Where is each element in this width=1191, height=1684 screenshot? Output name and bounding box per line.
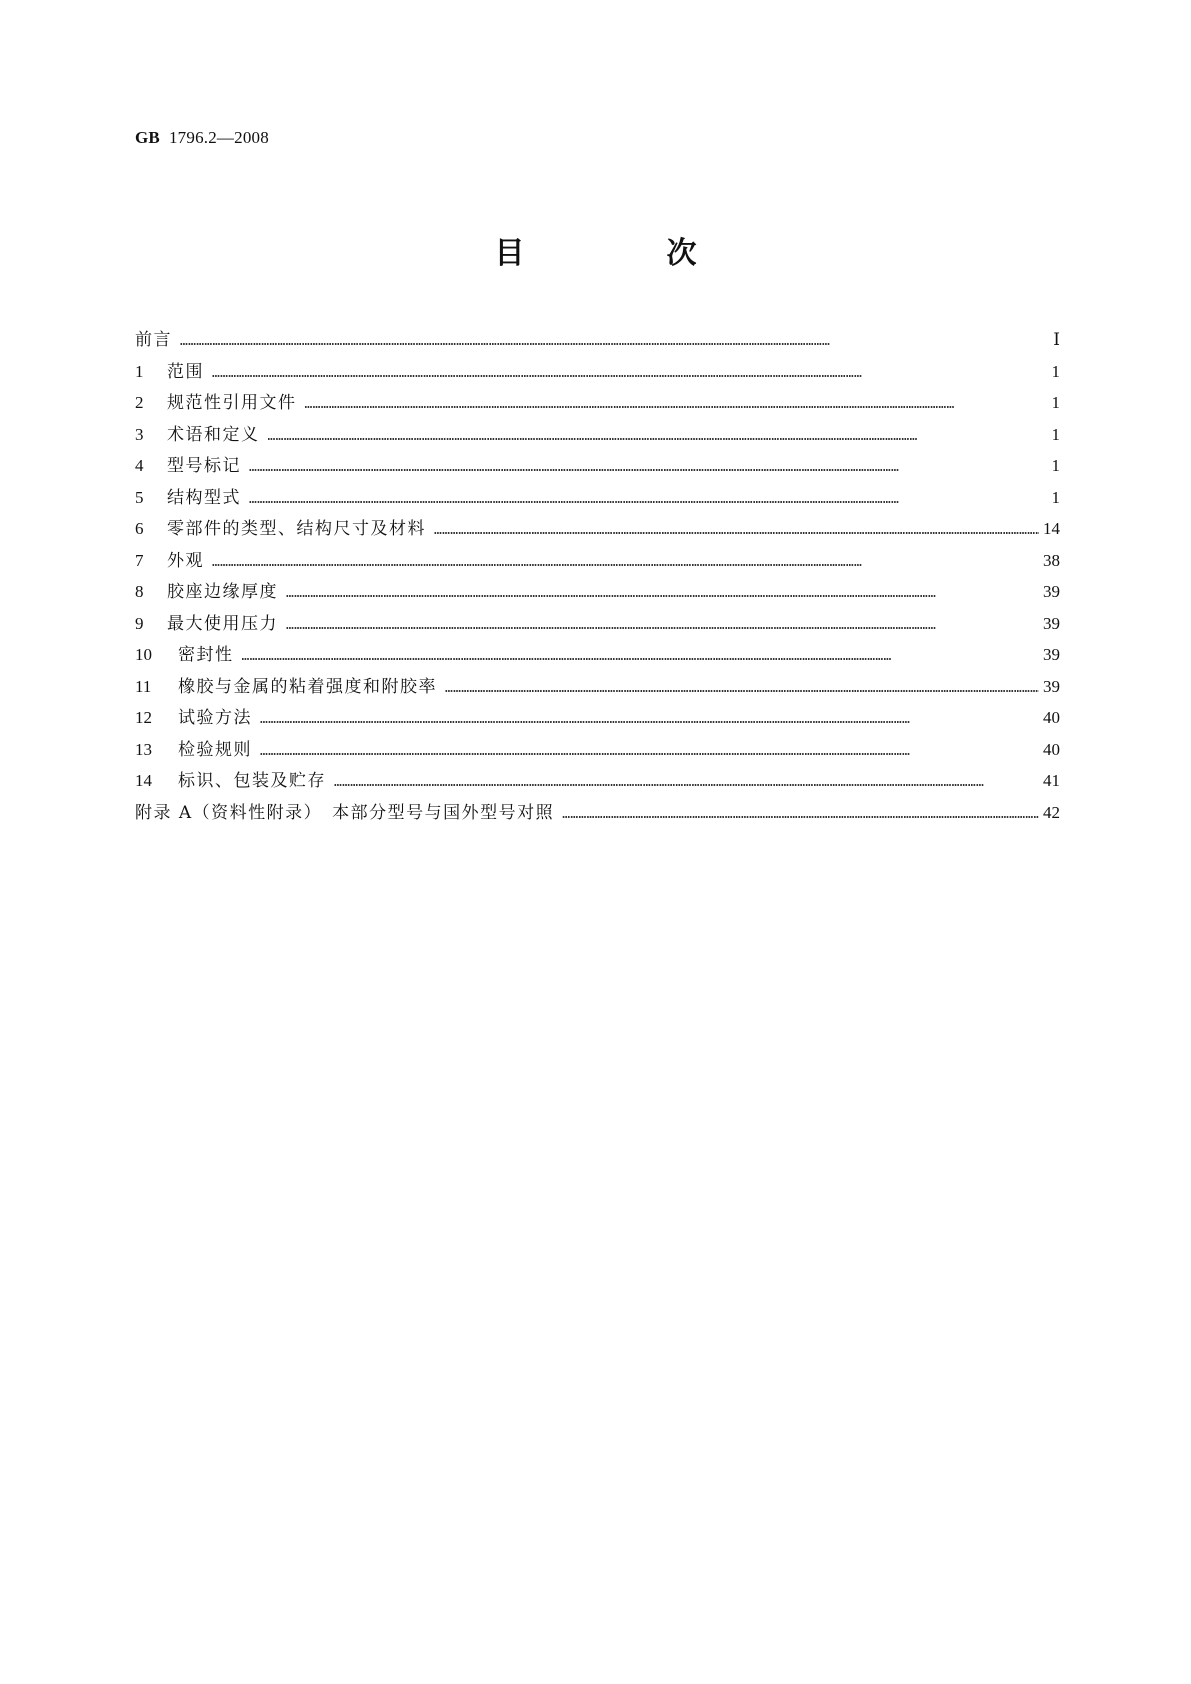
toc-entry-page: 41 [1043,771,1060,790]
toc-entry-page: 1 [1051,456,1060,475]
dot-leader [260,712,1039,727]
toc-entry-annex-a[interactable] [135,798,1060,830]
toc-entry-page: 39 [1043,676,1060,696]
toc-entry-number: 13 [135,739,152,759]
toc-entry-label: 术语和定义 [167,424,260,445]
toc-entry-2[interactable] [135,388,1060,420]
toc-entry-label: 胶座边缘厚度 [167,582,278,602]
toc-entry-foreword[interactable] [135,325,1060,357]
toc-entry-number: 9 [135,613,144,633]
toc-entry-number: 3 [135,424,144,444]
toc-entry-page: 40 [1043,739,1060,759]
toc-entry-6[interactable] [135,514,1060,546]
dot-leader [212,555,1039,570]
toc-entry-label: 标识、包装及贮存 [178,771,326,791]
dot-leader [286,586,1039,601]
page-title: 目 次 [494,236,753,271]
toc-entry-number: 6 [135,519,144,538]
toc-entry-number: 8 [135,582,144,601]
toc-entry-label: 外观 [167,550,204,571]
toc-entry-label: 密封性 [178,645,234,665]
dot-leader [249,460,1042,475]
toc-entry-number: 5 [135,487,144,507]
toc-entry-number: 4 [135,456,144,475]
toc-entry-label: 规范性引用文件 [167,393,297,413]
dot-leader [562,807,1039,822]
toc-entry-number: 2 [135,393,144,412]
toc-entry-page: 1 [1051,424,1060,444]
toc-entry-label: 结构型式 [167,487,241,508]
dot-leader [268,429,1043,444]
dot-leader [305,397,1043,412]
toc-entry-9[interactable] [135,609,1060,641]
toc-entry-3[interactable] [135,420,1060,452]
toc-entry-label: 检验规则 [178,739,252,760]
toc-entry-label: 范围 [167,361,204,382]
toc-entry-page: 39 [1043,582,1060,601]
toc-entry-4[interactable] [135,451,1060,483]
table-of-contents [135,325,1060,829]
toc-entry-12[interactable] [135,703,1060,735]
toc-entry-page: 1 [1051,361,1060,381]
toc-entry-page: 40 [1043,708,1060,727]
toc-entry-page: 1 [1051,487,1060,507]
dot-leader [180,334,1042,349]
toc-entry-page: Ⅰ [1053,330,1060,349]
toc-entry-10[interactable] [135,640,1060,672]
toc-entry-7[interactable] [135,546,1060,578]
toc-entry-page: 14 [1043,519,1060,538]
toc-entry-label: 零部件的类型、结构尺寸及材料 [167,519,426,539]
toc-entry-14[interactable] [135,766,1060,798]
dot-leader [212,366,1042,381]
toc-entry-5[interactable] [135,483,1060,515]
toc-entry-number: 14 [135,771,152,790]
dot-leader [434,523,1039,538]
toc-entry-number: 11 [135,676,152,696]
toc-entry-page: 39 [1043,645,1060,664]
toc-entry-label: 试验方法 [178,708,252,728]
toc-entry-page: 42 [1043,802,1060,822]
standard-number: 1796.2—2008 [168,128,269,147]
toc-entry-page: 1 [1051,393,1060,412]
dot-leader [260,744,1039,759]
toc-entry-label: 最大使用压力 [167,613,278,634]
toc-entry-label: 橡胶与金属的粘着强度和附胶率 [178,676,437,697]
toc-entry-page: 39 [1043,613,1060,633]
toc-entry-number: 7 [135,550,144,570]
toc-entry-label: 前言 [135,330,172,350]
toc-entry-page: 38 [1043,550,1060,570]
dot-leader [334,775,1039,790]
toc-entry-13[interactable] [135,735,1060,767]
toc-entry-number: 12 [135,708,152,727]
toc-entry-11[interactable] [135,672,1060,704]
standard-code [135,128,269,148]
standard-prefix: GB [135,128,160,147]
toc-entry-label: 附录 A（资料性附录） 本部分型号与国外型号对照 [135,802,555,823]
toc-entry-number: 1 [135,361,144,381]
toc-entry-number: 10 [135,645,152,664]
toc-entry-1[interactable] [135,357,1060,389]
dot-leader [242,649,1040,664]
toc-entry-label: 型号标记 [167,456,241,476]
dot-leader [445,681,1039,696]
dot-leader [286,618,1039,633]
toc-entry-8[interactable] [135,577,1060,609]
dot-leader [249,492,1042,507]
